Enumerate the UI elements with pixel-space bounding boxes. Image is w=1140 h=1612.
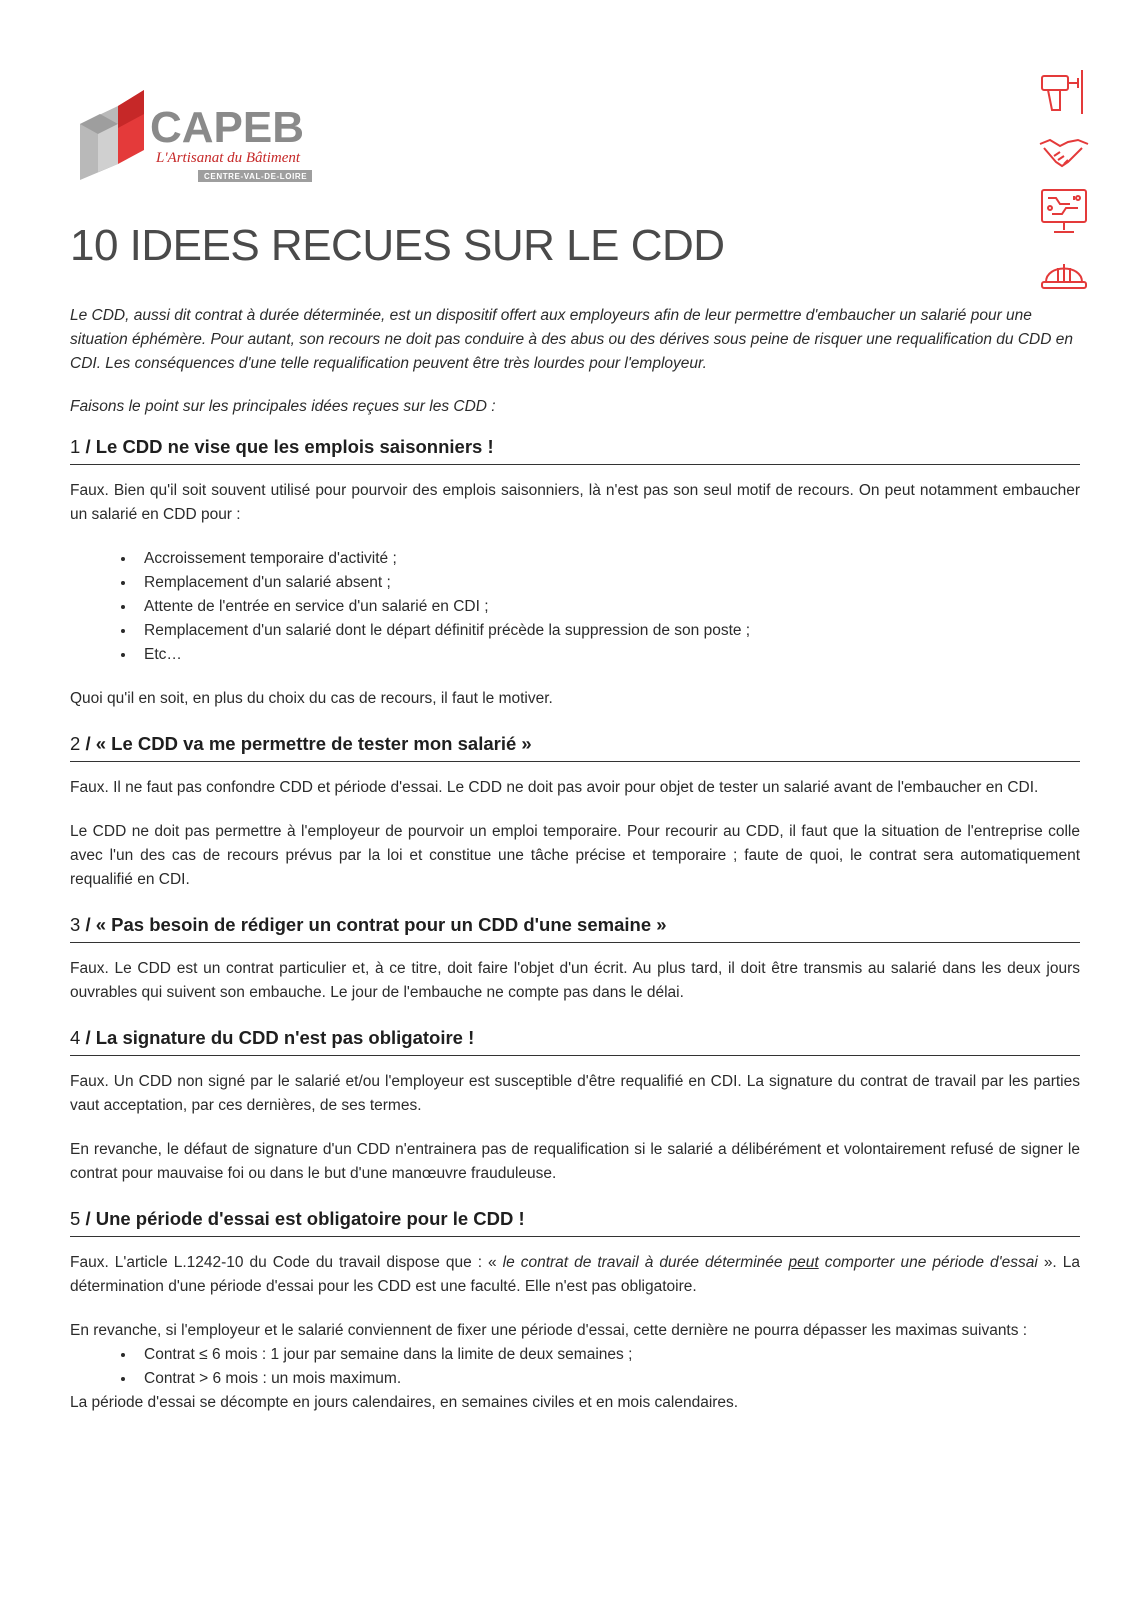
section-number: 3 (70, 914, 81, 935)
drill-icon (1038, 66, 1090, 118)
capeb-logo (80, 84, 340, 190)
section-paragraph: Faux. Le CDD est un contrat particulier et, à ce titre, doit faire l'objet d'un écrit. Au plus tard, il doit être transmis au salarié dans les deux jours ouvrables qui suivent son embauche. Le jour de l'embauche ne compte pas dans le délai. (70, 960, 1080, 1001)
section-1 (70, 434, 1080, 711)
section-paragraph: Faux. Il ne faut pas confondre CDD et période d'essai. Le CDD ne doit pas avoir pour objet de tester un salarié avant de l'embaucher en CDI. (70, 779, 1039, 796)
section-title: / Une période d'essai est obligatoire pour le CDD ! (85, 1208, 525, 1229)
svg-text:L'Artisanat du Bâtiment: L'Artisanat du Bâtiment (156, 150, 301, 166)
svg-text:CAPEB: CAPEB (150, 103, 305, 152)
section-number: 4 (70, 1027, 81, 1048)
quote-text (503, 1254, 1038, 1271)
section-paragraph: La période d'essai se décompte en jours calendaires, en semaines civiles et en mois calendaires. (70, 1394, 739, 1411)
document-body (70, 220, 1080, 1415)
section-paragraph: Quoi qu'il en soit, en plus du choix du cas de recours, il faut le motiver. (70, 690, 553, 707)
section-title: / « Pas besoin de rédiger un contrat pour un CDD d'une semaine » (85, 914, 667, 935)
capeb-logo-mark (80, 84, 340, 190)
list-item: • Remplacement d'un salarié absent ; (136, 571, 1080, 595)
list-item: • Remplacement d'un salarié dont le départ définitif précède la suppression de son poste ; (136, 619, 1080, 643)
section-paragraph: Faux. Un CDD non signé par le salarié et/ou l'employeur est susceptible d'être requalifié en CDI. La signature du contrat de travail par les parties vaut acceptation, par ces dernières, de ses termes. (70, 1073, 1080, 1114)
section-title: / La signature du CDD n'est pas obligatoire ! (85, 1027, 475, 1048)
text-run: le contrat de travail à durée déterminée (502, 1254, 789, 1271)
section-paragraph: Faux. Bien qu'il soit souvent utilisé pour pourvoir des emplois saisonniers, là n'est pas son seul motif de recours. On peut notamment embaucher un salarié en CDD pour : (70, 482, 1080, 523)
underlined-word: peut (788, 1254, 819, 1271)
section-title: / « Le CDD va me permettre de tester mon salarié » (85, 733, 532, 754)
list-item: • Contrat > 6 mois : un mois maximum. (136, 1367, 1080, 1391)
svg-text:CENTRE-VAL-DE-LOIRE: CENTRE-VAL-DE-LOIRE (204, 172, 308, 181)
section-number: 1 (70, 436, 81, 457)
text-run: comporter une période d'essai (818, 1254, 1038, 1271)
text-run: Faux. L'article L.1242-10 du Code du travail dispose que : « (70, 1254, 503, 1271)
text-run: ». La détermination d'une période d'essai pour les CDD est une faculté. Elle n'est pas obligatoire. (70, 1254, 1080, 1295)
section-heading (70, 912, 1080, 943)
section-number: 5 (70, 1208, 81, 1229)
section-3 (70, 912, 1080, 1005)
section-heading (70, 1025, 1080, 1056)
list-item: • Contrat ≤ 6 mois : 1 jour par semaine dans la limite de deux semaines ; (136, 1343, 1080, 1367)
list-item: • Etc… (136, 643, 1080, 667)
page-title: 10 IDEES RECUES SUR LE CDD (70, 221, 725, 270)
bullet-list (70, 1343, 1080, 1391)
section-4 (70, 1025, 1080, 1186)
section-heading (70, 1206, 1080, 1237)
section-title: / Le CDD ne vise que les emplois saisonniers ! (85, 436, 494, 457)
section-2 (70, 731, 1080, 892)
intro-paragraph: Le CDD, aussi dit contrat à durée déterminée, est un dispositif offert aux employeurs afin de leur permettre d'embaucher un salarié pour une situation éphémère. Pour autant, son recours ne doit pas conduire à des abus ou des dérives sous peine de risquer une requalification du CDD en CDI. Les conséquences d'une telle requalification peuvent être très lourdes pour l'employeur. (70, 307, 1073, 372)
section-paragraph: Le CDD ne doit pas permettre à l'employeur de pourvoir un emploi temporaire. Pour recourir au CDD, il faut que la situation de l'entreprise colle avec l'un des cas de recours prévus par la loi et constitue une tâche précise et temporaire ; faute de quoi, le contrat sera automatiquement requalifié en CDI. (70, 823, 1080, 888)
bullet-list (70, 547, 1080, 667)
section-paragraph: En revanche, le défaut de signature d'un CDD n'entrainera pas de requalification si le salarié a délibérément et volontairement refusé de signer le contrat pour mauvaise foi ou dans le but d'une manœuvre frauduleuse. (70, 1141, 1080, 1182)
section-5 (70, 1206, 1080, 1415)
list-item: • Attente de l'entrée en service d'un salarié en CDI ; (136, 595, 1080, 619)
list-item: • Accroissement temporaire d'activité ; (136, 547, 1080, 571)
section-number: 2 (70, 733, 81, 754)
section-heading (70, 731, 1080, 762)
section-heading (70, 434, 1080, 465)
section-paragraph (70, 1251, 1080, 1299)
lead-paragraph: Faisons le point sur les principales idées reçues sur les CDD : (70, 398, 496, 415)
section-paragraph: En revanche, si l'employeur et le salarié conviennent de fixer une période d'essai, cette dernière ne pourra dépasser les maximas suivants : (70, 1322, 1028, 1339)
handshake-icon (1038, 128, 1090, 176)
